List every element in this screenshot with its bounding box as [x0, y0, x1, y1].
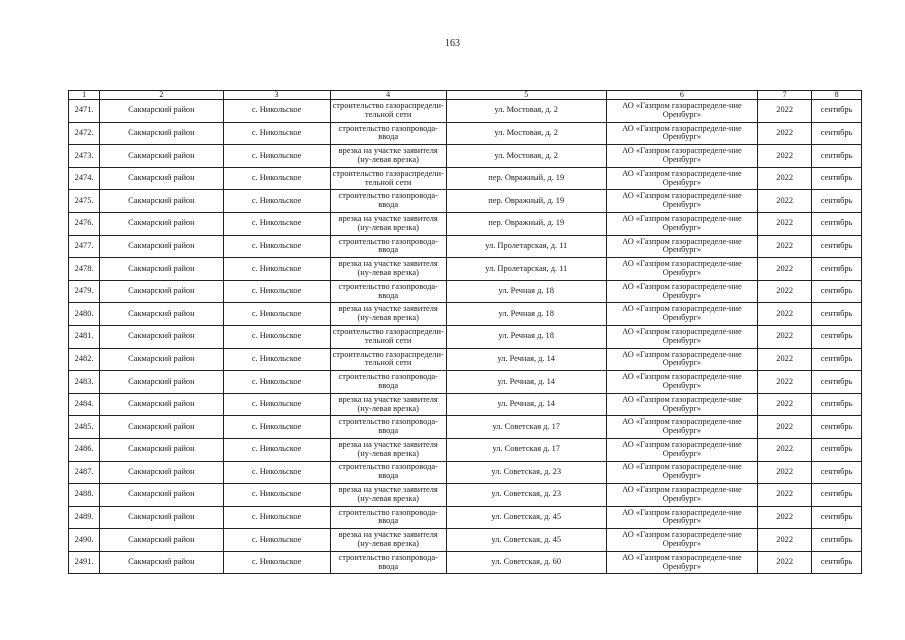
- table-row: [69, 235, 862, 258]
- work-type-cell: строительство газопровода-ввода: [330, 280, 446, 303]
- year-cell: 2022: [758, 484, 812, 507]
- month-cell: сентябрь: [812, 506, 862, 529]
- organization-cell: АО «Газпром газораспределе-ние Оренбург»: [606, 212, 758, 235]
- row-number-cell: 2491.: [69, 551, 100, 574]
- header-cell-5: 5: [446, 91, 606, 100]
- organization-cell: АО «Газпром газораспределе-ние Оренбург»: [606, 122, 758, 145]
- address-cell: ул. Мостовая, д. 2: [446, 100, 606, 123]
- settlement-cell: с. Никольское: [223, 167, 330, 190]
- month-cell: сентябрь: [812, 258, 862, 281]
- address-cell: ул. Речная д. 18: [446, 303, 606, 326]
- settlement-cell: с. Никольское: [223, 551, 330, 574]
- month-cell: сентябрь: [812, 551, 862, 574]
- table-row: [69, 506, 862, 529]
- organization-cell: АО «Газпром газораспределе-ние Оренбург»: [606, 280, 758, 303]
- address-cell: пер. Овражный, д. 19: [446, 190, 606, 213]
- settlement-cell: с. Никольское: [223, 461, 330, 484]
- row-number-cell: 2472.: [69, 122, 100, 145]
- address-cell: ул. Речная, д. 14: [446, 393, 606, 416]
- organization-cell: АО «Газпром газораспределе-ние Оренбург»: [606, 325, 758, 348]
- year-cell: 2022: [758, 371, 812, 394]
- district-cell: Сакмарский район: [100, 461, 224, 484]
- organization-cell: АО «Газпром газораспределе-ние Оренбург»: [606, 371, 758, 394]
- month-cell: сентябрь: [812, 325, 862, 348]
- work-type-cell: врезка на участке заявителя (ну-левая врезка): [330, 145, 446, 168]
- year-cell: 2022: [758, 325, 812, 348]
- year-cell: 2022: [758, 348, 812, 371]
- table-row: [69, 122, 862, 145]
- district-cell: Сакмарский район: [100, 190, 224, 213]
- row-number-cell: 2479.: [69, 280, 100, 303]
- organization-cell: АО «Газпром газораспределе-ние Оренбург»: [606, 100, 758, 123]
- work-type-cell: строительство газораспредели-тельной сети: [330, 348, 446, 371]
- header-cell-1: 1: [69, 91, 100, 100]
- settlement-cell: с. Никольское: [223, 484, 330, 507]
- header-cell-2: 2: [100, 91, 224, 100]
- organization-cell: АО «Газпром газораспределе-ние Оренбург»: [606, 551, 758, 574]
- settlement-cell: с. Никольское: [223, 529, 330, 552]
- table-row: [69, 167, 862, 190]
- organization-cell: АО «Газпром газораспределе-ние Оренбург»: [606, 145, 758, 168]
- row-number-cell: 2487.: [69, 461, 100, 484]
- address-cell: пер. Овражный, д. 19: [446, 212, 606, 235]
- row-number-cell: 2473.: [69, 145, 100, 168]
- table-row: [69, 303, 862, 326]
- district-cell: Сакмарский район: [100, 484, 224, 507]
- month-cell: сентябрь: [812, 348, 862, 371]
- district-cell: Сакмарский район: [100, 212, 224, 235]
- organization-cell: АО «Газпром газораспределе-ние Оренбург»: [606, 506, 758, 529]
- table-row: [69, 438, 862, 461]
- address-cell: ул. Советская, д. 45: [446, 506, 606, 529]
- year-cell: 2022: [758, 145, 812, 168]
- address-cell: ул. Советская, д. 60: [446, 551, 606, 574]
- year-cell: 2022: [758, 122, 812, 145]
- district-cell: Сакмарский район: [100, 122, 224, 145]
- table-row: [69, 551, 862, 574]
- address-cell: ул. Речная д. 18: [446, 280, 606, 303]
- table-row: [69, 484, 862, 507]
- year-cell: 2022: [758, 100, 812, 123]
- table-row: [69, 393, 862, 416]
- district-cell: Сакмарский район: [100, 348, 224, 371]
- settlement-cell: с. Никольское: [223, 212, 330, 235]
- table-row: [69, 416, 862, 439]
- settlement-cell: с. Никольское: [223, 190, 330, 213]
- year-cell: 2022: [758, 235, 812, 258]
- work-type-cell: строительство газораспредели-тельной сети: [330, 167, 446, 190]
- district-cell: Сакмарский район: [100, 235, 224, 258]
- year-cell: 2022: [758, 167, 812, 190]
- table-row: [69, 371, 862, 394]
- month-cell: сентябрь: [812, 529, 862, 552]
- table-row: [69, 529, 862, 552]
- settlement-cell: с. Никольское: [223, 506, 330, 529]
- row-number-cell: 2478.: [69, 258, 100, 281]
- table-body: [69, 100, 862, 574]
- settlement-cell: с. Никольское: [223, 348, 330, 371]
- month-cell: сентябрь: [812, 416, 862, 439]
- table-row: [69, 348, 862, 371]
- month-cell: сентябрь: [812, 190, 862, 213]
- row-number-cell: 2483.: [69, 371, 100, 394]
- year-cell: 2022: [758, 438, 812, 461]
- settlement-cell: с. Никольское: [223, 303, 330, 326]
- row-number-cell: 2485.: [69, 416, 100, 439]
- header-row: [69, 91, 862, 100]
- month-cell: сентябрь: [812, 484, 862, 507]
- organization-cell: АО «Газпром газораспределе-ние Оренбург»: [606, 235, 758, 258]
- work-type-cell: строительство газопровода-ввода: [330, 371, 446, 394]
- table-row: [69, 325, 862, 348]
- table-row: [69, 190, 862, 213]
- district-cell: Сакмарский район: [100, 280, 224, 303]
- year-cell: 2022: [758, 258, 812, 281]
- address-cell: пер. Овражный, д. 19: [446, 167, 606, 190]
- month-cell: сентябрь: [812, 122, 862, 145]
- row-number-cell: 2477.: [69, 235, 100, 258]
- table-header: [69, 91, 862, 100]
- register-table: [68, 90, 862, 574]
- address-cell: ул. Мостовая, д. 2: [446, 122, 606, 145]
- month-cell: сентябрь: [812, 100, 862, 123]
- year-cell: 2022: [758, 280, 812, 303]
- header-cell-6: 6: [606, 91, 758, 100]
- work-type-cell: строительство газопровода-ввода: [330, 551, 446, 574]
- settlement-cell: с. Никольское: [223, 258, 330, 281]
- organization-cell: АО «Газпром газораспределе-ние Оренбург»: [606, 461, 758, 484]
- address-cell: ул. Советская, д. 23: [446, 484, 606, 507]
- row-number-cell: 2475.: [69, 190, 100, 213]
- table-row: [69, 461, 862, 484]
- work-type-cell: строительство газораспредели-тельной сети: [330, 100, 446, 123]
- year-cell: 2022: [758, 551, 812, 574]
- year-cell: 2022: [758, 529, 812, 552]
- address-cell: ул. Речная, д. 14: [446, 348, 606, 371]
- district-cell: Сакмарский район: [100, 551, 224, 574]
- organization-cell: АО «Газпром газораспределе-ние Оренбург»: [606, 529, 758, 552]
- work-type-cell: строительство газопровода-ввода: [330, 122, 446, 145]
- organization-cell: АО «Газпром газораспределе-ние Оренбург»: [606, 393, 758, 416]
- settlement-cell: с. Никольское: [223, 438, 330, 461]
- district-cell: Сакмарский район: [100, 371, 224, 394]
- settlement-cell: с. Никольское: [223, 325, 330, 348]
- row-number-cell: 2474.: [69, 167, 100, 190]
- settlement-cell: с. Никольское: [223, 371, 330, 394]
- work-type-cell: строительство газораспредели-тельной сети: [330, 325, 446, 348]
- district-cell: Сакмарский район: [100, 167, 224, 190]
- table-row: [69, 258, 862, 281]
- work-type-cell: врезка на участке заявителя (ну-левая врезка): [330, 303, 446, 326]
- row-number-cell: 2486.: [69, 438, 100, 461]
- year-cell: 2022: [758, 416, 812, 439]
- work-type-cell: строительство газопровода-ввода: [330, 506, 446, 529]
- address-cell: ул. Речная, д. 14: [446, 371, 606, 394]
- settlement-cell: с. Никольское: [223, 393, 330, 416]
- work-type-cell: врезка на участке заявителя (ну-левая врезка): [330, 438, 446, 461]
- work-type-cell: врезка на участке заявителя (ну-левая врезка): [330, 258, 446, 281]
- district-cell: Сакмарский район: [100, 145, 224, 168]
- work-type-cell: строительство газопровода-ввода: [330, 461, 446, 484]
- work-type-cell: врезка на участке заявителя (ну-левая врезка): [330, 212, 446, 235]
- district-cell: Сакмарский район: [100, 529, 224, 552]
- row-number-cell: 2490.: [69, 529, 100, 552]
- row-number-cell: 2481.: [69, 325, 100, 348]
- organization-cell: АО «Газпром газораспределе-ние Оренбург»: [606, 190, 758, 213]
- row-number-cell: 2476.: [69, 212, 100, 235]
- organization-cell: АО «Газпром газораспределе-ние Оренбург»: [606, 167, 758, 190]
- organization-cell: АО «Газпром газораспределе-ние Оренбург»: [606, 438, 758, 461]
- year-cell: 2022: [758, 461, 812, 484]
- address-cell: ул. Пролетарская, д. 11: [446, 258, 606, 281]
- year-cell: 2022: [758, 393, 812, 416]
- address-cell: ул. Советская д. 17: [446, 438, 606, 461]
- work-type-cell: врезка на участке заявителя (ну-левая врезка): [330, 393, 446, 416]
- row-number-cell: 2471.: [69, 100, 100, 123]
- month-cell: сентябрь: [812, 212, 862, 235]
- page-number: 163: [445, 38, 460, 49]
- header-cell-7: 7: [758, 91, 812, 100]
- header-cell-4: 4: [330, 91, 446, 100]
- settlement-cell: с. Никольское: [223, 100, 330, 123]
- work-type-cell: строительство газопровода-ввода: [330, 190, 446, 213]
- address-cell: ул. Советская д. 17: [446, 416, 606, 439]
- year-cell: 2022: [758, 190, 812, 213]
- table-row: [69, 145, 862, 168]
- header-cell-3: 3: [223, 91, 330, 100]
- organization-cell: АО «Газпром газораспределе-ние Оренбург»: [606, 303, 758, 326]
- row-number-cell: 2484.: [69, 393, 100, 416]
- month-cell: сентябрь: [812, 303, 862, 326]
- district-cell: Сакмарский район: [100, 100, 224, 123]
- address-cell: ул. Речная д. 18: [446, 325, 606, 348]
- row-number-cell: 2480.: [69, 303, 100, 326]
- address-cell: ул. Советская, д. 45: [446, 529, 606, 552]
- row-number-cell: 2482.: [69, 348, 100, 371]
- month-cell: сентябрь: [812, 461, 862, 484]
- row-number-cell: 2489.: [69, 506, 100, 529]
- month-cell: сентябрь: [812, 235, 862, 258]
- address-cell: ул. Пролетарская, д. 11: [446, 235, 606, 258]
- district-cell: Сакмарский район: [100, 258, 224, 281]
- row-number-cell: 2488.: [69, 484, 100, 507]
- month-cell: сентябрь: [812, 167, 862, 190]
- month-cell: сентябрь: [812, 371, 862, 394]
- month-cell: сентябрь: [812, 280, 862, 303]
- table-row: [69, 280, 862, 303]
- district-cell: Сакмарский район: [100, 325, 224, 348]
- district-cell: Сакмарский район: [100, 438, 224, 461]
- district-cell: Сакмарский район: [100, 303, 224, 326]
- month-cell: сентябрь: [812, 393, 862, 416]
- settlement-cell: с. Никольское: [223, 235, 330, 258]
- settlement-cell: с. Никольское: [223, 145, 330, 168]
- district-cell: Сакмарский район: [100, 506, 224, 529]
- year-cell: 2022: [758, 303, 812, 326]
- settlement-cell: с. Никольское: [223, 122, 330, 145]
- month-cell: сентябрь: [812, 438, 862, 461]
- table-row: [69, 212, 862, 235]
- work-type-cell: врезка на участке заявителя (ну-левая врезка): [330, 529, 446, 552]
- organization-cell: АО «Газпром газораспределе-ние Оренбург»: [606, 484, 758, 507]
- month-cell: сентябрь: [812, 145, 862, 168]
- organization-cell: АО «Газпром газораспределе-ние Оренбург»: [606, 416, 758, 439]
- settlement-cell: с. Никольское: [223, 416, 330, 439]
- work-type-cell: строительство газопровода-ввода: [330, 416, 446, 439]
- table-row: [69, 100, 862, 123]
- address-cell: ул. Советская, д. 23: [446, 461, 606, 484]
- settlement-cell: с. Никольское: [223, 280, 330, 303]
- header-cell-8: 8: [812, 91, 862, 100]
- organization-cell: АО «Газпром газораспределе-ние Оренбург»: [606, 258, 758, 281]
- year-cell: 2022: [758, 506, 812, 529]
- year-cell: 2022: [758, 212, 812, 235]
- district-cell: Сакмарский район: [100, 416, 224, 439]
- work-type-cell: строительство газопровода-ввода: [330, 235, 446, 258]
- district-cell: Сакмарский район: [100, 393, 224, 416]
- address-cell: ул. Мостовая, д. 2: [446, 145, 606, 168]
- work-type-cell: врезка на участке заявителя (ну-левая врезка): [330, 484, 446, 507]
- organization-cell: АО «Газпром газораспределе-ние Оренбург»: [606, 348, 758, 371]
